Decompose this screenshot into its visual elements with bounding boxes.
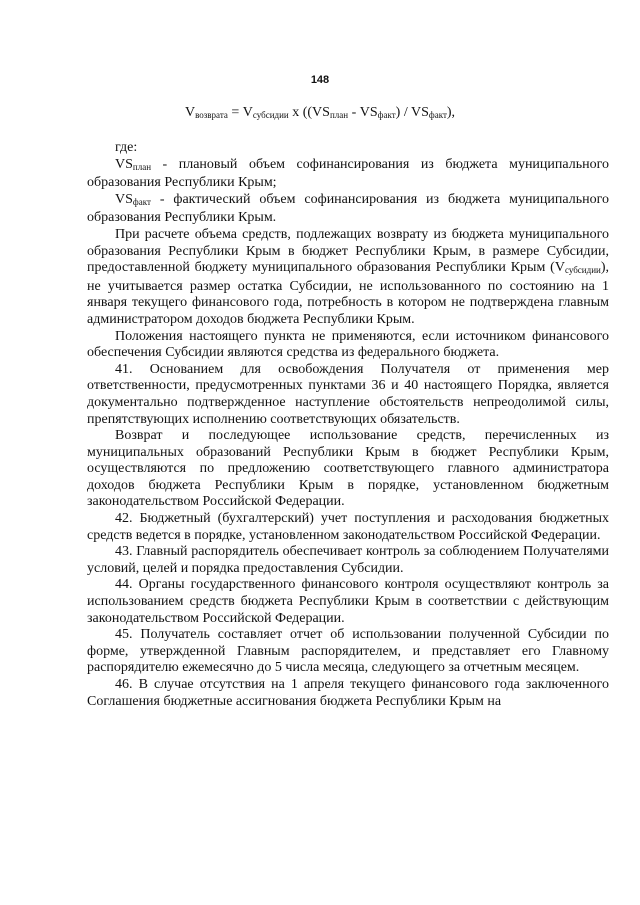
paragraph-provisions: Положения настоящего пункта не применяются, если источником финансового обеспечения Субсидии являются средства из федерального бюджета.: [87, 328, 609, 361]
paragraph-46: 46. В случае отсутствия на 1 апреля текущего финансового года заключенного Соглашения бюджетные ассигнования бюджета Республики Крым на: [87, 677, 609, 709]
formula-v-subscript: возврата: [195, 110, 228, 120]
paragraph-41: 41. Основанием для освобождения Получателя от применения мер ответственности, предусмотренных пунктами 36 и 40 настоящего Порядка, является документально подтвержденное наступление обстоятельств непреодолимой силы, препятствующих исполнению соответствующих обязательств.: [87, 361, 609, 427]
formula-minus: - VS: [348, 105, 378, 120]
document-body: [87, 140, 609, 710]
paragraph-45: 45. Получатель составляет отчет об использовании полученной Субсидии по форме, утвержденной Главным распорядителем, и представляет его Главному распорядителю ежемесячно до 5 числа месяца, следующего за отчетным месяцем.: [87, 627, 609, 676]
page-number: 148: [310, 74, 330, 86]
calculation-text-a: При расчете объема средств, подлежащих возврату из бюджета муниципального образования Республики Крым в бюджет Республики Крым, в размере Субсидии, предоставленной бюджету муниципального образования Республики Крым (V: [87, 226, 609, 276]
formula-fact-subscript-2: факт: [428, 110, 447, 120]
formula-end: ),: [446, 105, 456, 120]
vs-plan-definition: - плановый объем софинансирования из бюджета муниципального образования Республики Крым;: [87, 156, 609, 191]
formula-equals: = V: [227, 105, 253, 120]
paragraph-refund-usage: Возврат и последующее использование средств, перечисленных из муниципальных образований Республики Крым в бюджет Республики Крым, осуществляются по предложению соответствующего главного администратора доходов бюджета Республики Крым в порядке, установленном бюджетным законодательством Российской Федерации.: [87, 428, 609, 510]
formula-divide: ) / VS: [395, 105, 429, 120]
vs-fact-symbol: VS: [115, 191, 133, 207]
paragraph-42: 42. Бюджетный (бухгалтерский) учет поступления и расходования бюджетных средств ведется в порядке, установленном законодательством Российской Федерации.: [87, 511, 609, 543]
paragraph-43: 43. Главный распорядитель обеспечивает контроль за соблюдением Получателями условий, целей и порядка предоставления Субсидии.: [87, 544, 609, 576]
paragraph-where: где:: [115, 140, 138, 155]
vs-fact-subscript: факт: [132, 196, 151, 207]
formula-plan-subscript: план: [329, 110, 349, 120]
formula-fact-subscript: факт: [377, 110, 396, 120]
paragraph-calculation: [87, 227, 609, 329]
refund-formula: [0, 104, 640, 124]
paragraph-vs-fact: [87, 192, 609, 227]
paragraph-44: 44. Органы государственного финансового контроля осуществляют контроль за использованием средств бюджета Республики Крым в соответствии с действующим законодательством Российской Федерации.: [87, 577, 609, 626]
formula-v: V: [184, 105, 196, 120]
vs-plan-subscript: план: [132, 161, 152, 172]
vs-plan-symbol: VS: [115, 156, 133, 172]
formula-mid: x ((VS: [288, 105, 330, 120]
calculation-subscript: субсидии: [564, 265, 601, 276]
paragraph-vs-plan: [87, 157, 609, 192]
calculation-text-b: ), не учитывается размер остатка Субсидии, не использованного по состоянию на 1 января текущего финансового года, потребность в котором не подтверждена главным администратором доходов бюджета Республики Крым.: [87, 260, 609, 327]
formula-subsidy-subscript: субсидии: [252, 110, 289, 120]
vs-fact-definition: - фактический объем софинансирования из бюджета муниципального образования Республики Крым.: [87, 191, 609, 226]
